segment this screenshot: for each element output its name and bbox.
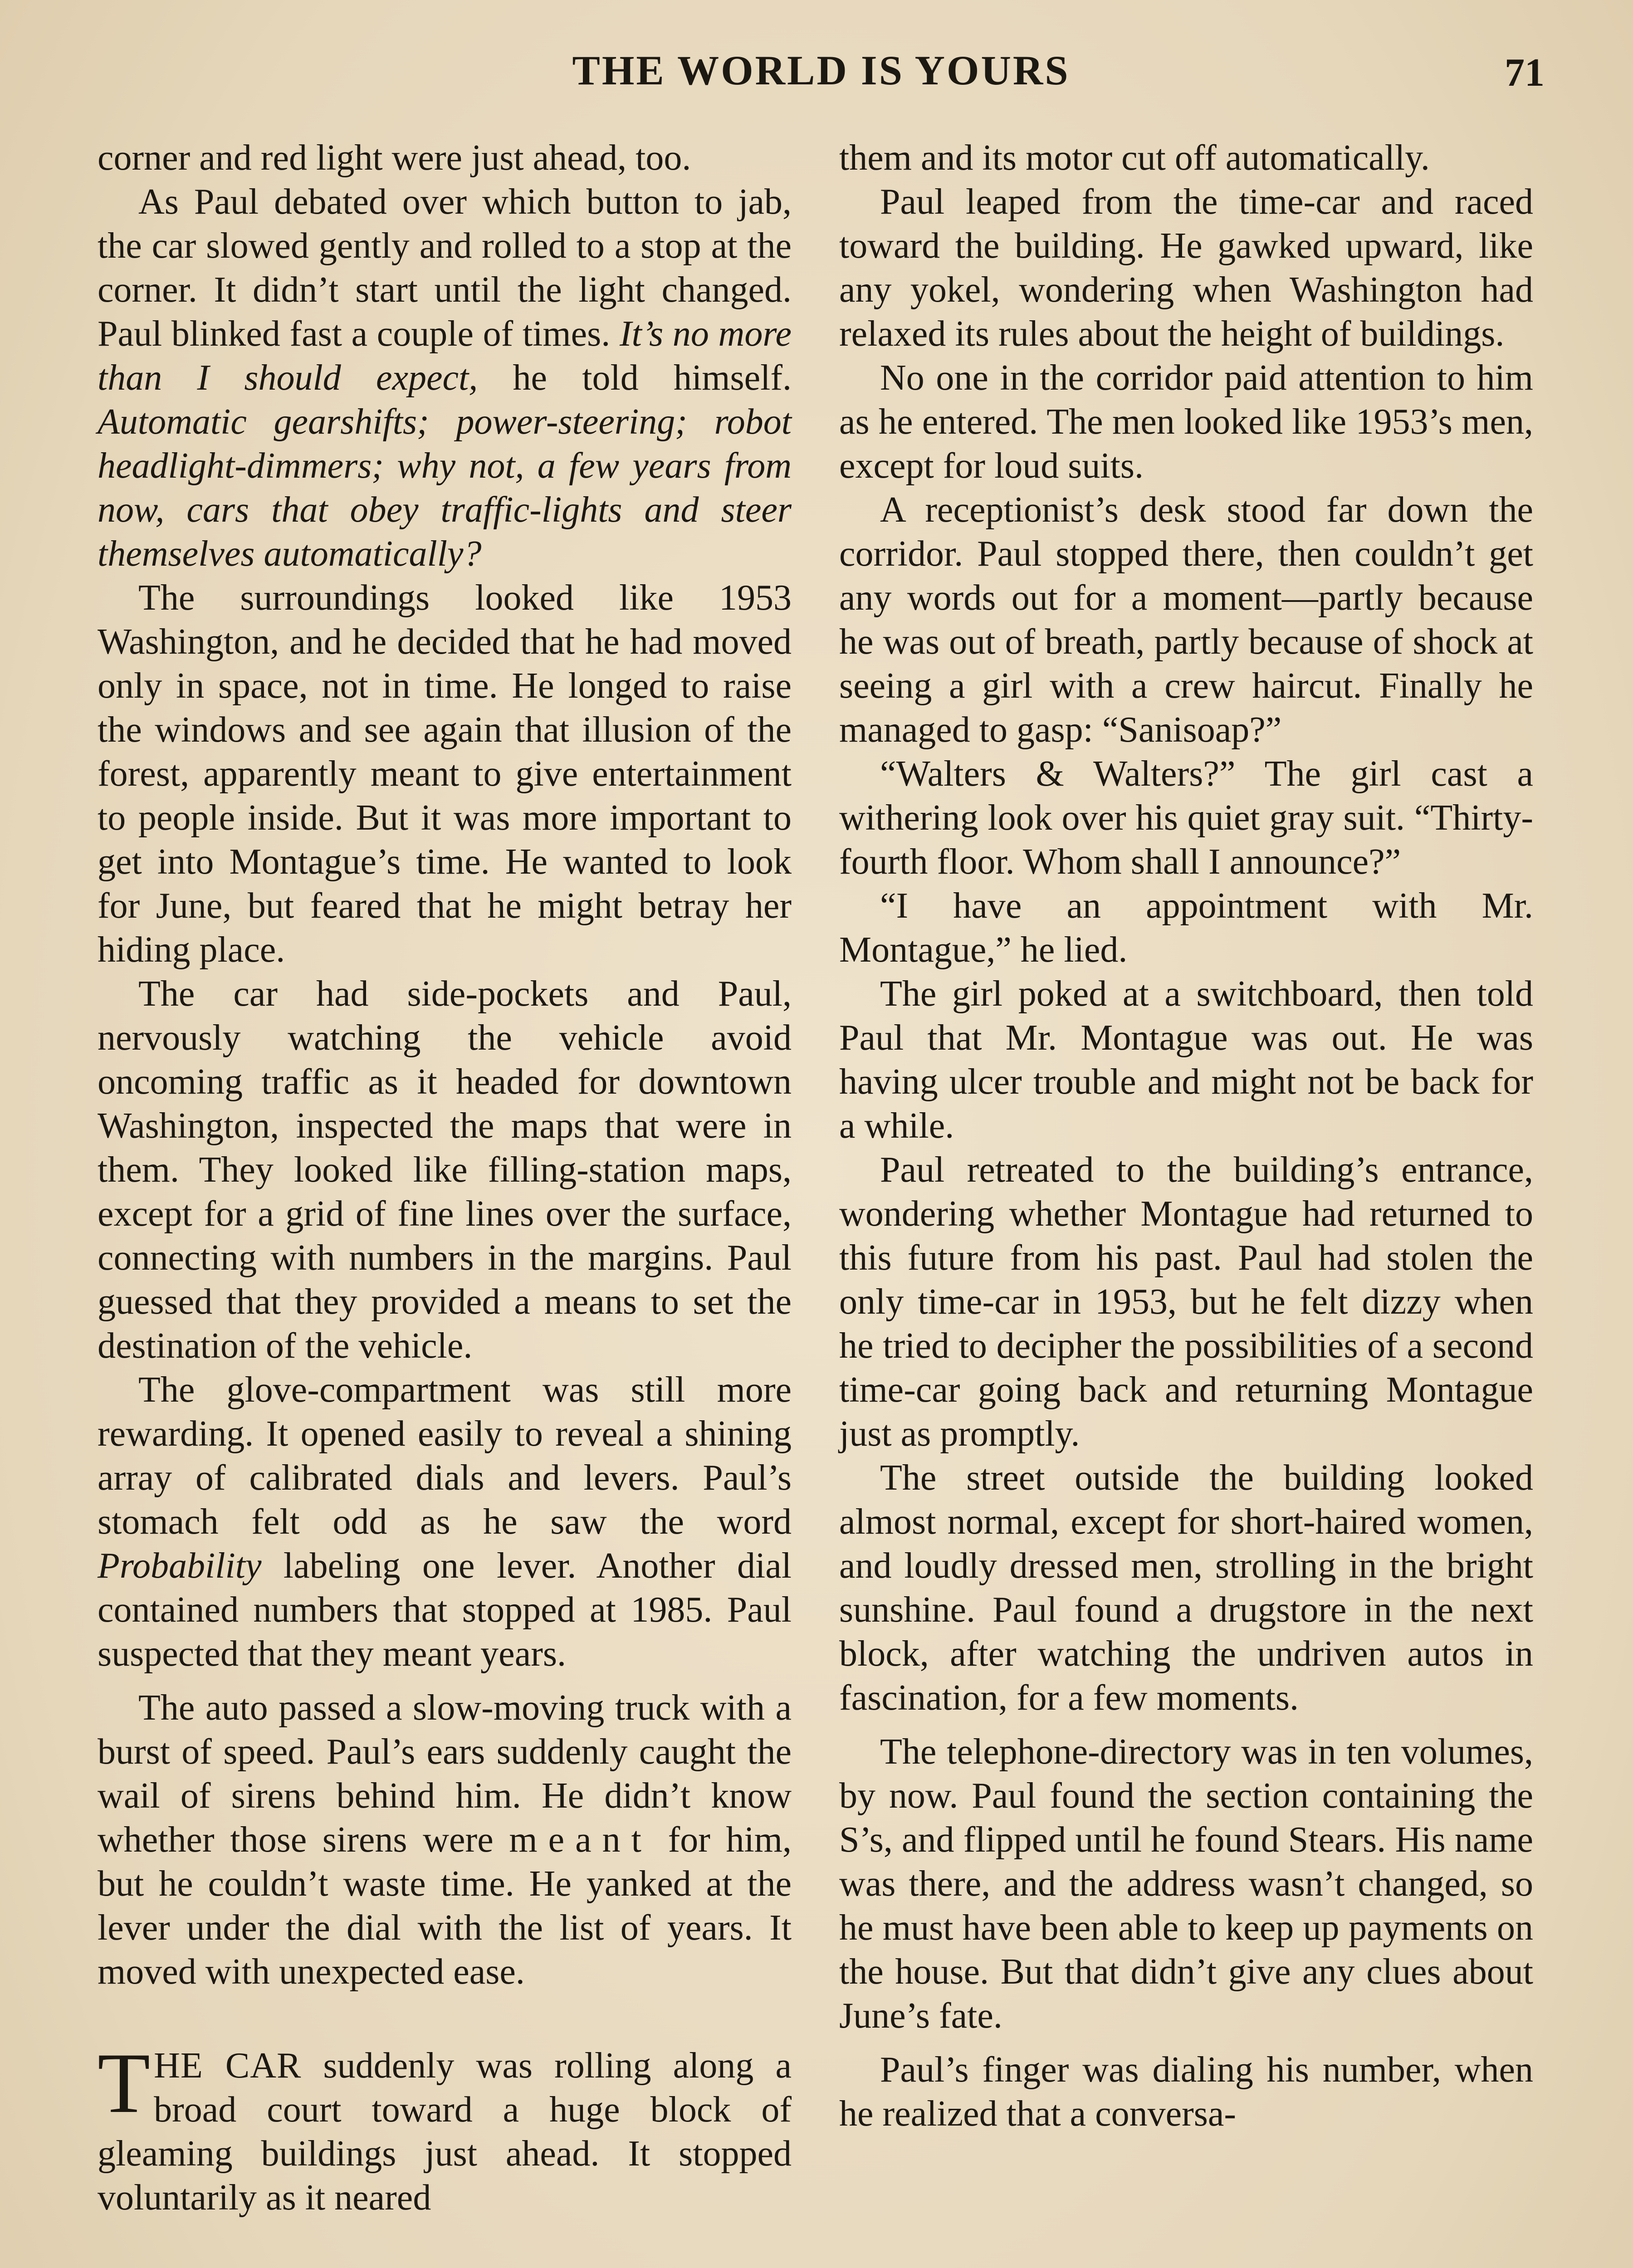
italic-text: Automatic gearshifts; power-steering; robot headlight-dimmers; why not, a few years from now, cars that obey traffic-lights and steer themselves automatically?	[98, 402, 792, 574]
paragraph: Paul retreated to the building’s entrance, wondering whether Montague had returned to this future from his past. Paul had stolen the only time-car in 1953, but he felt dizzy when he tried to decipher the possibilities of a second time-car going back and returning Montague just as promptly.	[839, 1150, 1533, 1454]
paragraph-text: The glove-compartment was still more rewarding. It opened easily to reveal a shining array of calibrated dials and levers. Paul’s stomach felt odd as he saw the word	[98, 1370, 792, 1542]
paragraph: The car had side-pockets and Paul, nervously watching the vehicle avoid oncoming traffic as it headed for downtown Washington, inspected the maps that were in them. They looked like filling-station maps, except for a grid of fine lines over the surface, connecting with numbers in the margins. Paul guessed that they provided a means to set the destination of the vehicle.	[98, 974, 792, 1366]
letterspaced-text: meant	[509, 1820, 652, 1860]
drop-cap: T	[98, 2036, 151, 2131]
paragraph: Paul’s finger was dialing his number, when he realized that a conversa-	[839, 2050, 1533, 2134]
paragraph: The surroundings looked like 1953 Washington, and he decided that he had moved only in space, not in time. He longed to raise the windows and see again that illusion of the forest, apparently meant to give entertainment to people inside. But it was more important to get into Montague’s time. He wanted to look for June, but feared that he might betray her hiding place.	[98, 578, 792, 970]
paragraph-text: for him, but he couldn’t waste time. He yanked at the lever under the dial with the list of years. It moved with unexpected ease.	[98, 1820, 792, 1992]
page-number: 71	[1505, 51, 1545, 95]
running-header	[98, 42, 1545, 101]
running-title: THE WORLD IS YOURS	[572, 47, 1070, 93]
lead-in-text: HE CAR	[154, 2046, 302, 2086]
paragraph: The telephone-directory was in ten volumes, by now. Paul found the section containing the S’s, and flipped until he found Stears. His name was there, and the address wasn’t changed, so he must have been able to keep up payments on the house. But that didn’t give any clues about June’s fate.	[839, 1732, 1533, 2036]
paragraph-text: suddenly was rolling along a broad court toward a huge block of gleaming buildings just ahead. It stopped voluntarily as it neared	[98, 2046, 792, 2218]
paragraph	[98, 180, 792, 576]
paragraph-text: As Paul debated over which button to jab, the car slowed gently and rolled to a stop at the corner. It didn’t start until the light changed. Paul blinked fast a couple of times.	[98, 182, 792, 354]
right-column	[839, 136, 1533, 2136]
paragraph-text: The auto passed a slow-moving truck with a burst of speed. Paul’s ears suddenly caught the wail of sirens behind him. He didn’t know whether those sirens were	[98, 1688, 792, 1860]
paragraph: corner and red light were just ahead, too.	[98, 138, 691, 178]
paragraph	[98, 1686, 792, 1994]
paragraph: A receptionist’s desk stood far down the corridor. Paul stopped there, then couldn’t get any words out for a moment—partly because he was out of breath, partly because of shock at seeing a girl with a crew haircut. Finally he managed to gasp: “Sanisoap?”	[839, 490, 1533, 750]
paragraph: No one in the corridor paid attention to him as he entered. The men looked like 1953’s men, except for loud suits.	[839, 358, 1533, 486]
paragraph: The street outside the building looked almost normal, except for short-haired women, and loudly dressed men, strolling in the bright sunshine. Paul found a drugstore in the next block, after watching the undriven autos in fascination, for a few moments.	[839, 1458, 1533, 1718]
paragraph-text: he told himself.	[478, 358, 792, 398]
paragraph-text: labeling one lever. Another dial contained numbers that stopped at 1985. Paul suspected that they meant years.	[98, 1546, 792, 1674]
paragraph: Paul leaped from the time-car and raced toward the building. He gawked upward, like any yokel, wondering when Washington had relaxed its rules about the height of buildings.	[839, 182, 1533, 354]
paragraph	[98, 1368, 792, 1676]
paragraph: “I have an appointment with Mr. Montague,” he lied.	[839, 886, 1533, 970]
italic-text: Probability	[98, 1546, 262, 1586]
left-column	[98, 136, 792, 2220]
section-start-paragraph	[98, 2036, 792, 2220]
paragraph: them and its motor cut off automatically.	[839, 138, 1430, 178]
italic-text: It’s no more than I should expect,	[98, 314, 792, 398]
paragraph: “Walters & Walters?” The girl cast a withering look over his quiet gray suit. “Thirty-fourth floor. Whom shall I announce?”	[839, 754, 1533, 882]
paragraph: The girl poked at a switchboard, then told Paul that Mr. Montague was out. He was having ulcer trouble and might not be back for a while.	[839, 974, 1533, 1146]
